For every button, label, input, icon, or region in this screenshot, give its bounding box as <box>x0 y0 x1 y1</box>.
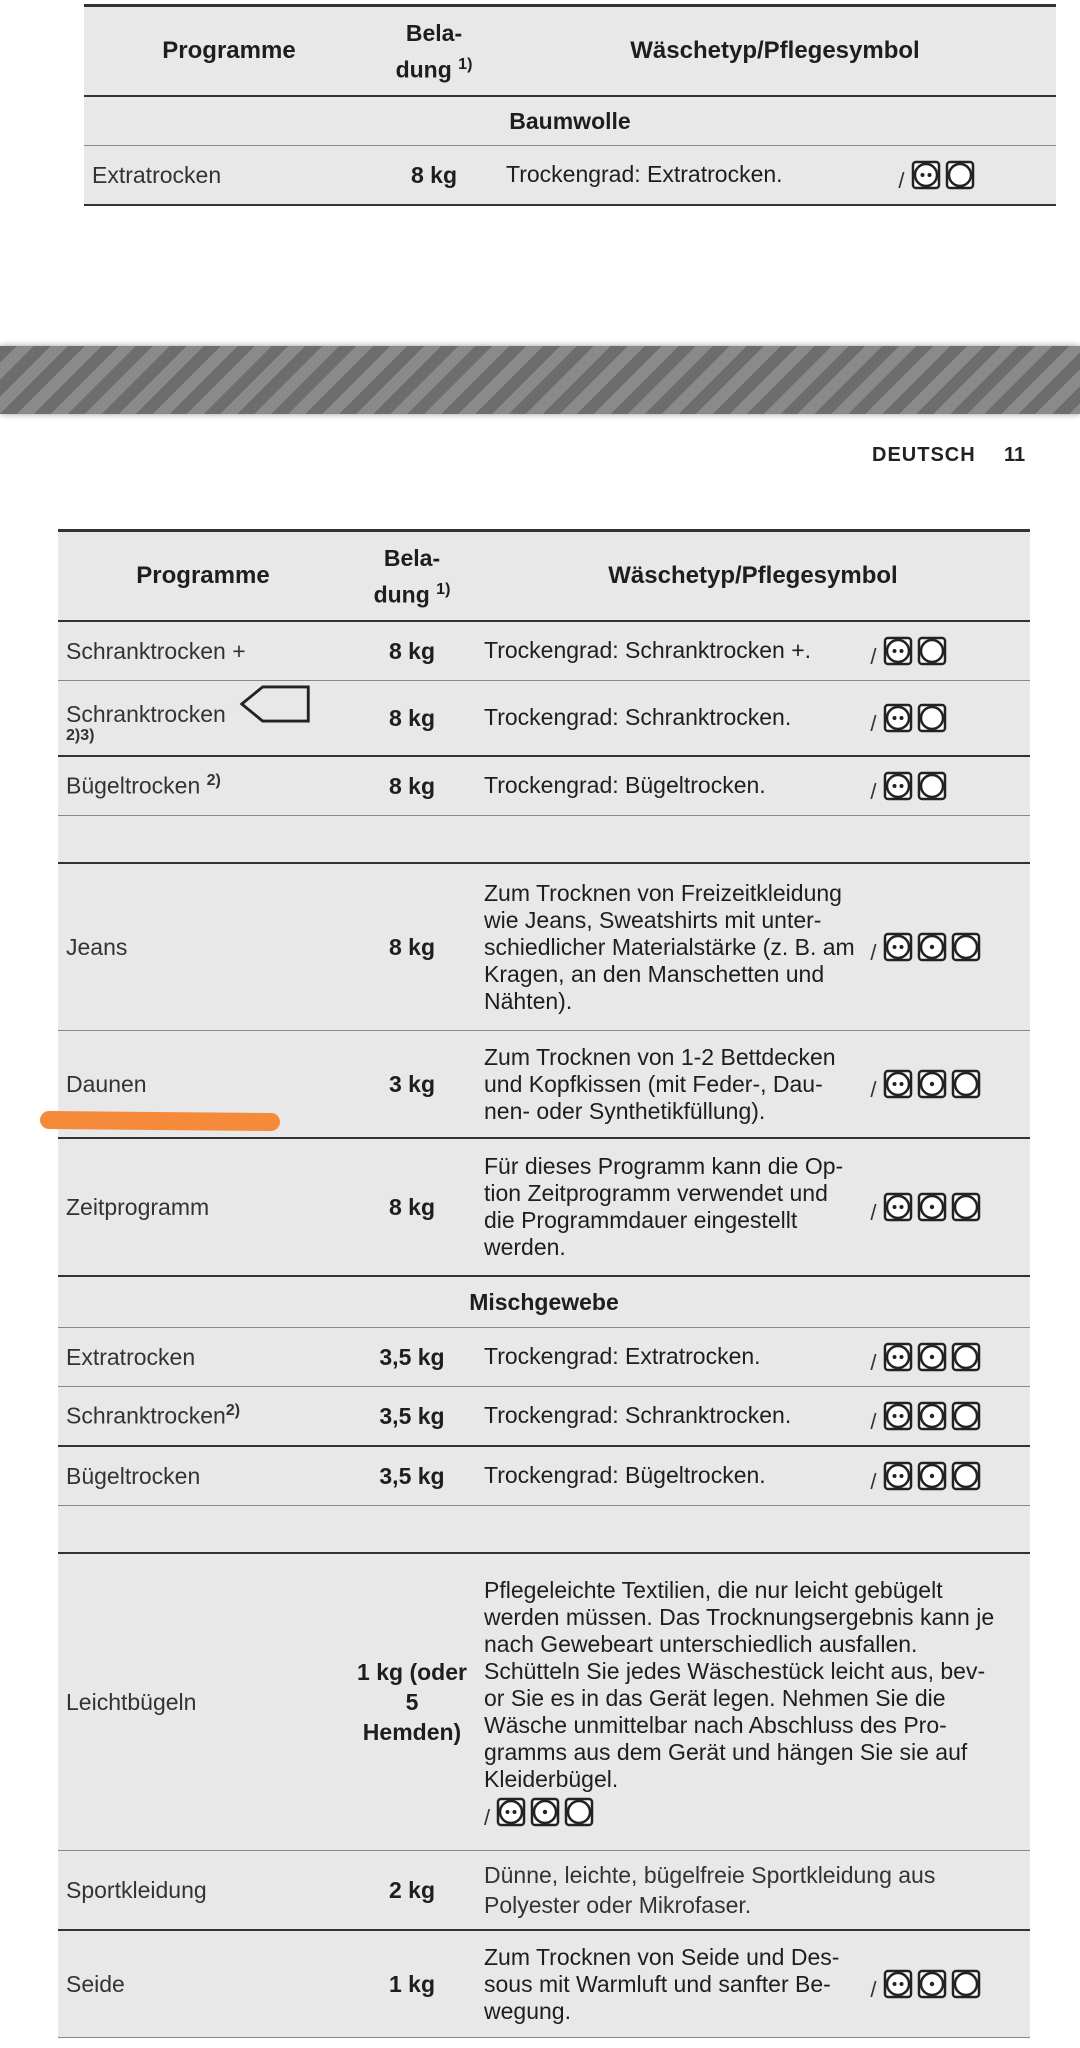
section-mischgewebe: Mischgewebe <box>58 1276 1030 1328</box>
tumble-dry-low-heat-icon <box>530 1797 560 1827</box>
program-desc: Trockengrad: Schranktrocken +. <box>484 637 812 663</box>
tumble-dry-icon <box>951 1969 981 1999</box>
care-symbols: / <box>870 1069 980 1099</box>
main-program-table: Programme Bela- dung $^{1)}$ Wäschetyp/Pflegesymbol Schranktrocken + 8 kg Trockengrad: Schranktrocken +. / Schranktrocken $^{2)3)}$ 8 kg Trockengrad: Schranktrocken. / Bügeltrocken $^{2)}$ 8 kg Trockengrad: Bügeltrocken. / Jeans 8 kg Zum Trocknen von Freizeitkleidung wie Jeans, Sweatshirts mit unter-schiedlicher Materialstärke (z. B. am Kragen, an den Manschetten und Nähten). / Daunen 3 kg Zum Trocknen von 1-2 Bettdecken und Kopfkissen (mit Feder-, Dau-nen- oder Synthetikfüllung). / Zeitprogramm 8 kg Für dieses Programm kann die Op-tion Zeitprogramm verwendet und die Programmdauer eingestellt werden. / Mischgewebe Extratrocken 3,5 kg Trockengrad: Extratrocken. / Schranktrocken$^{2)}$ 3,5 kg Trockengrad: Schranktrocken. / Bügeltrocken 3,5 kg Trockengrad: Bügeltrocken. / Leichtbügeln 1 kg (oder 5 Hemden) Pflegeleichte Textilien, die nur leicht gebügelt werden müssen. Das Trocknungsergebnis kann je nach Gewebeart unterschiedlich ausfallen. Schütteln Sie jedes Wäschestück leicht aus, bev-or Sie es in das Gerät legen. Nehmen Sie die Wäsche unmittelbar nach Abschluss des Pro-gramms aus dem Gerät und hängen Sie sie auf Kleiderbügel. / Sportkleidung 2 kg Dünne, leichte, bügelfreie Sportkleidung aus Polyester oder Mikrofaser. Seide 1 kg Zum Trocknen von Seide und Des-sous mit Warmluft und sanfter Be-wegung. / <box>58 529 1030 2038</box>
care-symbols: / <box>870 771 946 801</box>
care-symbols: / <box>870 932 980 962</box>
program-desc: Dünne, leichte, bügelfreie Sportkleidung aus Polyester oder Mikrofaser. <box>476 1851 1030 1931</box>
program-desc: Trockengrad: Extratrocken. <box>484 1343 761 1369</box>
program-load: 2 kg <box>348 1851 476 1931</box>
header-load: Bela- dung $^{1)}$ <box>374 6 494 97</box>
header-programme: Programme <box>58 531 348 622</box>
tumble-dry-icon <box>951 1401 981 1431</box>
tumble-dry-icon <box>945 160 975 190</box>
header-programme: Programme <box>84 6 374 97</box>
program-name: Schranktrocken <box>66 701 226 728</box>
page-divider-band <box>0 346 1080 414</box>
program-desc: Trockengrad: Schranktrocken. <box>484 1402 792 1428</box>
tumble-dry-low-heat-icon <box>917 1342 947 1372</box>
program-load: 1 kg <box>348 1930 476 2038</box>
program-load: 8 kg <box>348 1138 476 1276</box>
tumble-dry-high-heat-icon <box>883 932 913 962</box>
tumble-dry-high-heat-icon <box>883 703 913 733</box>
program-load: 3,5 kg <box>348 1387 476 1447</box>
tumble-dry-icon <box>917 636 947 666</box>
tumble-dry-high-heat-icon <box>883 1401 913 1431</box>
tumble-dry-high-heat-icon <box>496 1797 526 1827</box>
care-symbols: / <box>870 1401 980 1431</box>
page-language: DEUTSCH <box>872 444 976 466</box>
program-name: Zeitprogramm <box>58 1138 348 1276</box>
tumble-dry-low-heat-icon <box>917 1969 947 1999</box>
program-load: 8 kg <box>348 621 476 681</box>
tumble-dry-icon <box>951 932 981 962</box>
tumble-dry-high-heat-icon <box>911 160 941 190</box>
header-load: Bela- dung $^{1)}$ <box>348 531 476 622</box>
care-symbols: / <box>898 160 974 190</box>
tumble-dry-icon <box>951 1192 981 1222</box>
tumble-dry-high-heat-icon <box>883 636 913 666</box>
tumble-dry-low-heat-icon <box>917 1461 947 1491</box>
program-desc: Zum Trocknen von 1-2 Bettdecken und Kopfkissen (mit Feder-, Dau-nen- oder Synthetikfüllung). <box>484 1043 836 1124</box>
header-type: Wäschetyp/Pflegesymbol <box>476 531 1030 622</box>
care-symbols: / <box>484 1797 594 1827</box>
program-desc: Pflegeleichte Textilien, die nur leicht gebügelt werden müssen. Das Trocknungsergebnis kann je nach Gewebeart unterschiedlich ausfallen. Schütteln Sie jedes Wäschestück leicht aus, bev-or Sie es in das Gerät legen. Nehmen Sie die Wäsche unmittelbar nach Abschluss des Pro-gramms aus dem Gerät und hängen Sie sie auf Kleiderbügel. <box>484 1577 995 1792</box>
program-name: Schranktrocken + <box>58 621 348 681</box>
empty-row <box>58 816 1030 864</box>
program-load: 3 kg <box>348 1031 476 1139</box>
section-baumwolle: Baumwolle <box>84 96 1056 146</box>
tumble-dry-high-heat-icon <box>883 771 913 801</box>
care-symbols: / <box>870 1342 980 1372</box>
tumble-dry-low-heat-icon <box>917 1069 947 1099</box>
tumble-dry-icon <box>917 703 947 733</box>
program-name: Extratrocken <box>84 146 374 206</box>
care-symbols: / <box>870 1192 980 1222</box>
header-type: Wäschetyp/Pflegesymbol <box>494 6 1056 97</box>
program-load: 3,5 kg <box>348 1446 476 1506</box>
tumble-dry-high-heat-icon <box>883 1969 913 1999</box>
program-load: 1 kg (oder <box>357 1659 467 1685</box>
program-desc: Für dieses Programm kann die Op-tion Zeitprogramm verwendet und die Programmdauer eingestellt werden. <box>484 1153 844 1260</box>
program-load: 3,5 kg <box>348 1328 476 1387</box>
care-symbols: / <box>870 1461 980 1491</box>
program-desc: Trockengrad: Bügeltrocken. <box>484 772 766 798</box>
program-name: Leichtbügeln <box>58 1553 348 1851</box>
empty-row <box>58 1506 1030 1554</box>
top-program-table <box>84 4 1056 206</box>
tumble-dry-high-heat-icon <box>883 1192 913 1222</box>
program-desc: Zum Trocknen von Seide und Des-sous mit Warmluft und sanfter Be-wegung. <box>484 1943 840 2024</box>
program-desc: Zum Trocknen von Freizeitkleidung wie Jeans, Sweatshirts mit unter-schiedlicher Materialstärke (z. B. am Kragen, an den Manschetten und Nähten). <box>484 879 855 1014</box>
program-name: Bügeltrocken <box>66 772 201 799</box>
tumble-dry-icon <box>951 1069 981 1099</box>
tumble-dry-low-heat-icon <box>917 932 947 962</box>
care-symbols: / <box>870 703 946 733</box>
tumble-dry-high-heat-icon <box>883 1342 913 1372</box>
program-name: Daunen <box>58 1031 348 1139</box>
tumble-dry-low-heat-icon <box>917 1401 947 1431</box>
program-name: Schranktrocken <box>66 1402 226 1429</box>
program-load: 5 Hemden) <box>362 1689 462 1745</box>
tumble-dry-icon <box>951 1342 981 1372</box>
tumble-dry-icon <box>917 771 947 801</box>
program-name: Bügeltrocken <box>58 1446 348 1506</box>
care-symbols: / <box>870 1969 980 1999</box>
page-number: 11 <box>1004 444 1026 466</box>
tumble-dry-high-heat-icon <box>883 1461 913 1491</box>
program-desc: Trockengrad: Bügeltrocken. <box>484 1462 766 1488</box>
program-name: Seide <box>58 1930 348 2038</box>
program-name: Sportkleidung <box>58 1851 348 1931</box>
program-load: 8 kg <box>374 146 494 206</box>
program-name: Extratrocken <box>58 1328 348 1387</box>
program-desc: Trockengrad: Schranktrocken. <box>484 704 792 730</box>
energy-label-tag-icon <box>238 685 312 723</box>
tumble-dry-icon <box>564 1797 594 1827</box>
tumble-dry-icon <box>951 1461 981 1491</box>
program-load: 8 kg <box>348 756 476 816</box>
tumble-dry-high-heat-icon <box>883 1069 913 1099</box>
program-desc: Trockengrad: Extratrocken. <box>506 161 783 187</box>
care-symbols: / <box>870 636 946 666</box>
highlight-marker-stroke <box>40 1111 280 1131</box>
tumble-dry-low-heat-icon <box>917 1192 947 1222</box>
program-load: 8 kg <box>348 681 476 757</box>
program-name: Jeans <box>58 863 348 1031</box>
program-load: 8 kg <box>348 863 476 1031</box>
